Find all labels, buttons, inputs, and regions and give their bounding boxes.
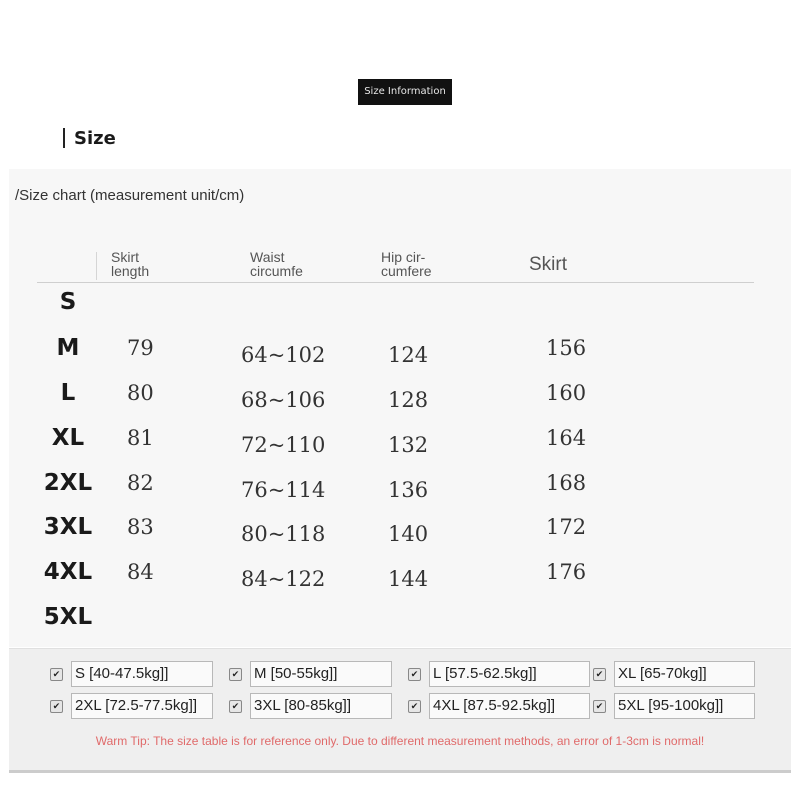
weight-option	[50, 661, 213, 687]
size-label: L	[60, 380, 76, 406]
cell-skirt: 172	[546, 515, 587, 539]
checkbox-icon: ✔	[593, 668, 606, 681]
cell-length: 84	[127, 560, 154, 584]
header-waist: Waist circumfe	[250, 249, 303, 279]
checkbox-icon: ✔	[593, 700, 606, 713]
size-label: S	[59, 289, 77, 315]
section-heading	[63, 126, 116, 150]
cell-hip: 132	[388, 433, 429, 457]
heading-bar	[63, 128, 65, 148]
cell-length: 82	[127, 471, 154, 495]
checkbox-icon: ✔	[50, 668, 63, 681]
size-label: 2XL	[43, 470, 93, 496]
section-title: Size	[74, 127, 116, 149]
chart-caption: /Size chart (measurement unit/cm)	[15, 187, 245, 204]
weight-option	[408, 661, 590, 687]
checkbox-icon: ✔	[50, 700, 63, 713]
size-label: M	[56, 335, 80, 361]
cell-waist: 72~110	[241, 433, 326, 457]
checkbox-icon: ✔	[229, 668, 242, 681]
cell-waist: 76~114	[241, 478, 326, 502]
header-skirt: Skirt	[529, 254, 567, 275]
cell-skirt: 156	[546, 336, 587, 360]
weight-option	[593, 661, 755, 687]
weight-label: M [50-55kg]]	[250, 661, 392, 687]
weight-option	[408, 693, 590, 719]
header-rule	[37, 282, 754, 283]
bottom-rule	[9, 770, 791, 773]
checkbox-icon: ✔	[408, 668, 421, 681]
cell-skirt: 168	[546, 471, 587, 495]
cell-waist: 80~118	[241, 522, 326, 546]
cell-hip: 136	[388, 478, 429, 502]
weight-label: 2XL [72.5-77.5kg]]	[71, 693, 213, 719]
weight-label: 4XL [87.5-92.5kg]]	[429, 693, 590, 719]
weight-label: L [57.5-62.5kg]]	[429, 661, 590, 687]
header-hip: Hip cir- cumfere	[381, 249, 432, 279]
weight-option	[50, 693, 213, 719]
header-divider	[96, 252, 97, 280]
cell-length: 80	[127, 381, 154, 405]
cell-hip: 140	[388, 522, 429, 546]
weight-label: 3XL [80-85kg]]	[250, 693, 392, 719]
weight-option	[229, 661, 392, 687]
weight-option	[593, 693, 755, 719]
cell-hip: 124	[388, 343, 429, 367]
cell-hip: 144	[388, 567, 429, 591]
size-label: 5XL	[43, 604, 93, 630]
size-information-badge: Size Information	[358, 79, 452, 105]
cell-waist: 64~102	[241, 343, 326, 367]
cell-skirt: 164	[546, 426, 587, 450]
size-label: XL	[51, 425, 85, 451]
cell-waist: 68~106	[241, 388, 326, 412]
checkbox-icon: ✔	[229, 700, 242, 713]
weight-option	[229, 693, 392, 719]
cell-length: 81	[127, 426, 154, 450]
weight-label: XL [65-70kg]]	[614, 661, 755, 687]
header-skirt-length: Skirt length	[111, 249, 150, 279]
size-label: 4XL	[43, 559, 93, 585]
warm-tip: Warm Tip: The size table is for reference only. Due to different measurement methods, an error of 1-3cm is normal!	[95, 734, 705, 748]
weight-label: 5XL [95-100kg]]	[614, 693, 755, 719]
weight-label: S [40-47.5kg]]	[71, 661, 213, 687]
cell-length: 83	[127, 515, 154, 539]
cell-skirt: 176	[546, 560, 587, 584]
size-label: 3XL	[43, 514, 93, 540]
cell-skirt: 160	[546, 381, 587, 405]
cell-waist: 84~122	[241, 567, 326, 591]
cell-length: 79	[127, 336, 154, 360]
checkbox-icon: ✔	[408, 700, 421, 713]
cell-hip: 128	[388, 388, 429, 412]
